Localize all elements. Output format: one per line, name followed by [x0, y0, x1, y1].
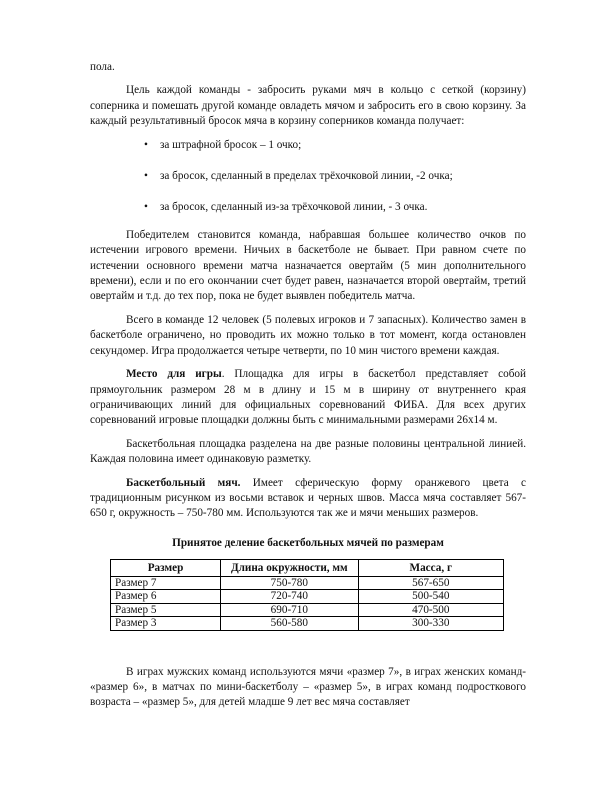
table-cell: 567-650 [358, 576, 503, 590]
paragraph-court-halves: Баскетбольная площадка разделена на две разные половины центральной линией. Каждая половина имеет одинаковую разметку. [90, 437, 526, 466]
paragraph-team-size: Всего в команде 12 человек (5 полевых игроков и 7 запасных). Количество замен в баскетболе ограничено, но проводить их можно только в тот момент, когда остановлен секундомер. Игра продолжается четыре четверти, по 10 мин чистого времени каждая. [90, 313, 526, 357]
table-caption: Принятое деление баскетбольных мячей по размерам [172, 536, 444, 549]
ball-sizes-table [110, 559, 504, 631]
bullet-icon: • [144, 170, 148, 183]
column-header-size: Размер [111, 560, 221, 577]
table-cell: 750-780 [221, 576, 359, 590]
court-text: . Площадка для игры в баскетбол представляет собой прямоугольник размером 28 м в длину и 15 м в ширину от внутреннего края ограничивающих линий для официальных соревнований ФИБА. Для всех других соревнований игровые площадки должны быть с минимальными размерами 26х14 м. [90, 368, 526, 427]
paragraph-continuation: пола. [90, 61, 115, 73]
table-cell: Размер 7 [111, 576, 221, 590]
table-row [111, 603, 504, 617]
table-cell: 470-500 [358, 603, 503, 617]
paragraph-court [90, 367, 526, 429]
paragraph-team-goal: Цель каждой команды - забросить руками мяч в кольцо с сеткой (корзину) соперника и помешать другой команде овладеть мячом и забросить его в свою корзину. За каждый результативный бросок мяча в корзину соперников команда получает: [90, 84, 526, 128]
list-item [90, 169, 526, 184]
list-item-text: за бросок, сделанный из-за трёхочковой линии, - 3 очка. [160, 201, 428, 214]
table-cell: Размер 6 [111, 590, 221, 604]
list-item-text: за бросок, сделанный в пределах трёхочковой линии, -2 очка; [160, 170, 453, 183]
table-row [111, 617, 504, 631]
list-item-text: за штрафной бросок – 1 очко; [160, 138, 302, 151]
scoring-list [90, 138, 526, 216]
table-cell: 720-740 [221, 590, 359, 604]
table-cell: Размер 5 [111, 603, 221, 617]
table-cell: Размер 3 [111, 617, 221, 631]
paragraph-ball [90, 476, 526, 522]
ball-text: Имеет сферическую форму оранжевого цвета с традиционным рисунком из восьми вставок и черных швов. Масса мяча составляет 567-650 г, окружность – 750-780 мм. Используются так же и мячи меньших размеров. [90, 476, 526, 520]
table-cell: 560-580 [221, 617, 359, 631]
column-header-circumference: Длина окружности, мм [221, 560, 359, 577]
list-item [90, 138, 526, 153]
table-row [111, 590, 504, 604]
bullet-icon: • [144, 138, 148, 151]
paragraph-winner: Победителем становится команда, набравшая большее количество очков по истечении игрового времени. Ничьих в баскетболе не бывает. При равном счете по истечении основного времени матча назначается овертайм (5 мин дополнительного времени), если и по его окончании счет будет равен, назначается второй овертайм, третий овертайм и т.д. до тех пор, пока не будет выявлен победитель матча. [90, 228, 526, 303]
bullet-icon: • [144, 201, 148, 214]
document-page [90, 60, 526, 711]
table-cell: 300-330 [358, 617, 503, 631]
list-item [90, 200, 526, 215]
paragraph-ball-usage: В играх мужских команд используются мячи «размер 7», в играх женских команд- «размер 6», в матчах по мини-баскетболу – «размер 5», в играх команд подросткового возраста – «размер 5», для детей младше 9 лет вес мяча составляет [90, 665, 526, 709]
table-header-row [111, 560, 504, 577]
table-cell: 500-540 [358, 590, 503, 604]
table-row [111, 576, 504, 590]
table-cell: 690-710 [221, 603, 359, 617]
column-header-mass: Масса, г [358, 560, 503, 577]
court-heading: Место для игры [126, 368, 222, 381]
ball-heading: Баскетбольный мяч. [126, 476, 241, 489]
